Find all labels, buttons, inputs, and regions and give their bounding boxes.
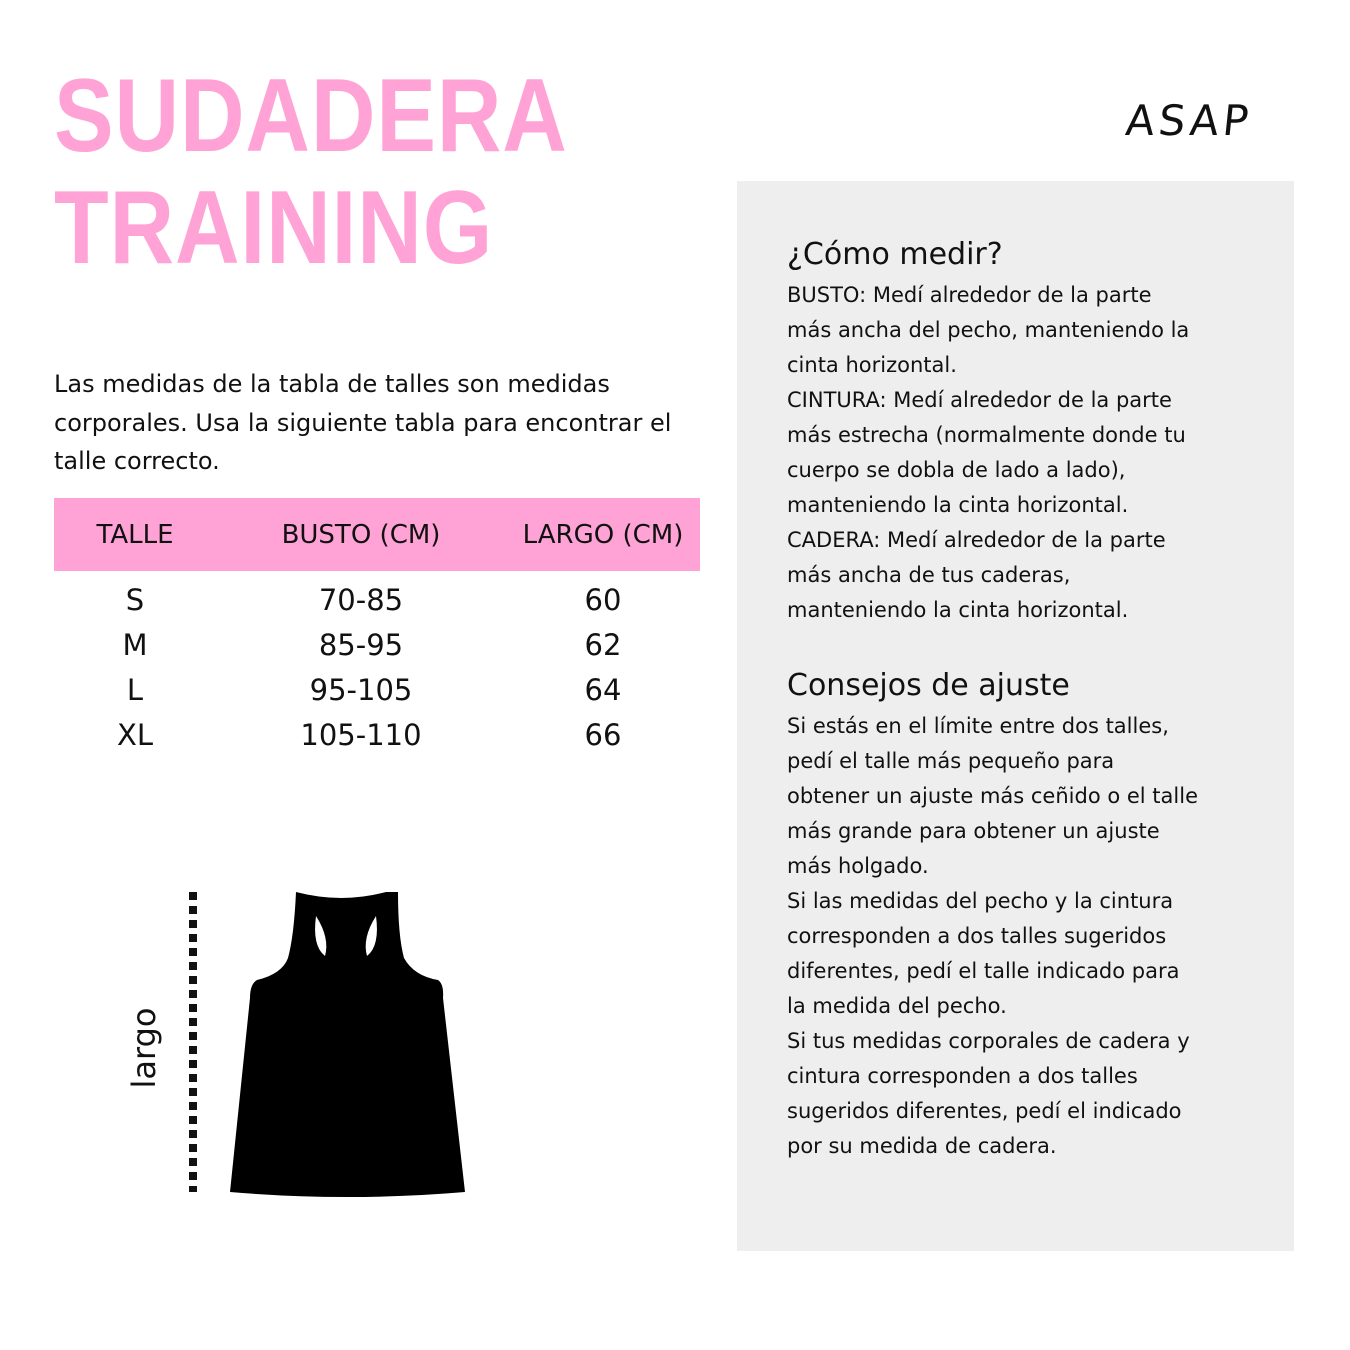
size-table	[54, 498, 700, 757]
intro-text: Las medidas de la tabla de talles son medidas corporales. Usa la siguiente tabla para encontrar el talle correcto.	[54, 370, 672, 475]
tank-top-icon	[230, 892, 465, 1197]
fit-tips-text: Si estás en el límite entre dos talles, pedí el talle más pequeño para obtener un ajuste más ceñido o el talle más grande para obtener un ajuste más holgado. Si las medidas del pecho y la cintura corresponden a dos talles sugeridos diferentes, pedí el talle indicado para la medida del pecho. Si tus medidas corporales de cadera y cintura corresponden a dos talles sugeridos diferentes, pedí el indicado por su medida de cadera.	[787, 714, 1198, 1158]
cell-talle: S	[125, 582, 145, 617]
title-line-1: SUDADERA	[54, 58, 568, 174]
cell-busto: 85-95	[318, 627, 404, 662]
header-busto: BUSTO (CM)	[216, 498, 506, 571]
header-talle: TALLE	[54, 498, 216, 571]
brand-logo: ASAP	[1123, 96, 1255, 145]
table-row	[54, 622, 700, 667]
title-line-2: TRAINING	[54, 170, 494, 286]
cell-busto: 95-105	[309, 672, 413, 707]
how-to-measure-text: BUSTO: Medí alrededor de la parte más ancha del pecho, manteniendo la cinta horizontal. CINTURA: Medí alrededor de la parte más estrecha (normalmente donde tu cuerpo se dobla de lado a lado), manteniendo la cinta horizontal. CADERA: Medí alrededor de la parte más ancha de tus caderas, manteniendo la cinta horizontal.	[787, 283, 1190, 622]
largo-label: largo	[125, 1007, 163, 1089]
product-title	[54, 60, 568, 284]
table-row	[54, 712, 700, 757]
cell-talle: M	[122, 627, 148, 662]
cell-largo: 66	[584, 717, 622, 752]
cell-busto: 105-110	[300, 717, 422, 752]
cell-largo: 64	[584, 672, 622, 707]
how-to-measure-title: ¿Cómo medir?	[787, 237, 1003, 272]
fit-tips-title: Consejos de ajuste	[787, 668, 1070, 703]
header-largo: LARGO (CM)	[506, 498, 700, 571]
cell-talle: L	[126, 672, 144, 707]
table-row	[54, 571, 700, 622]
cell-busto: 70-85	[318, 582, 404, 617]
table-row	[54, 667, 700, 712]
tank-top-illustration	[120, 880, 480, 1210]
cell-largo: 60	[584, 582, 622, 617]
size-table-header-row	[54, 498, 700, 571]
measuring-guide-panel	[737, 181, 1294, 1251]
cell-largo: 62	[584, 627, 622, 662]
cell-talle: XL	[116, 717, 154, 752]
